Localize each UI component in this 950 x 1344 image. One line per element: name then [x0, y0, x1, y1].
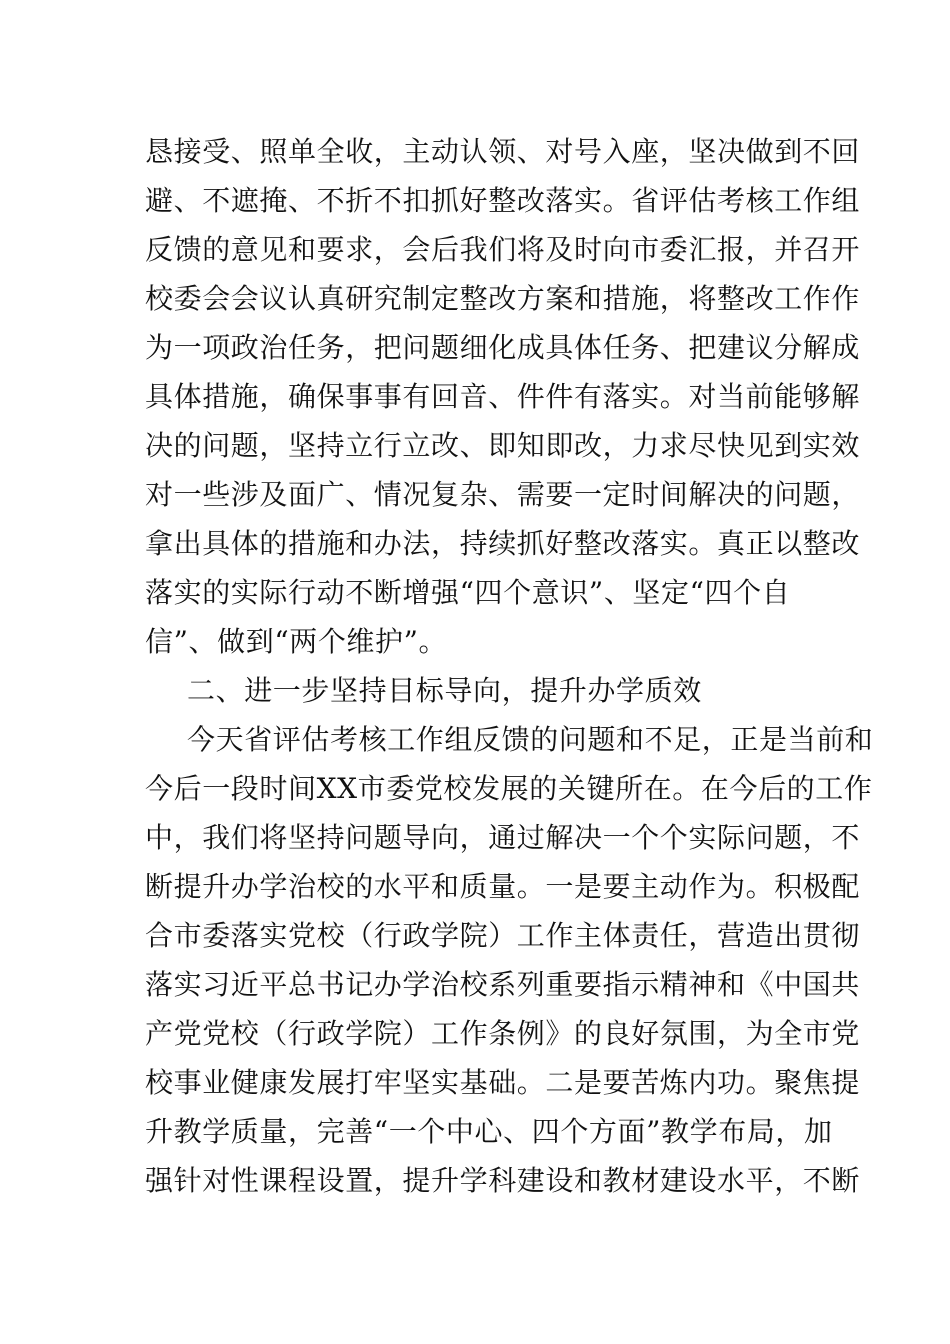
- text-line: 避、不遮掩、不折不扣抓好整改落实。省评估考核工作组: [145, 184, 861, 217]
- text-line: 校委会会议认真研究制定整改方案和措施，将整改工作作: [145, 282, 861, 315]
- text-line: 中，我们将坚持问题导向，通过解决一个个实际问题，不: [145, 821, 861, 854]
- text-line: 今后一段时间XX市委党校发展的关键所在。在今后的工作: [145, 772, 873, 805]
- text-line: 拿出具体的措施和办法，持续抓好整改落实。真正以整改: [145, 527, 861, 560]
- text-line: 升教学质量，完善“一个中心、四个方面”教学布局，加: [145, 1115, 833, 1148]
- text-line: 为一项政治任务，把问题细化成具体任务、把建议分解成: [145, 331, 861, 364]
- text-line: 反馈的意见和要求，会后我们将及时向市委汇报，并召开: [145, 233, 861, 266]
- text-line: 决的问题，坚持立行立改、即知即改，力求尽快见到实效: [145, 429, 861, 462]
- section-heading: 二、进一步坚持目标导向，提升办学质效: [187, 674, 702, 707]
- text-line: 对一些涉及面广、情况复杂、需要一定时间解决的问题，: [145, 478, 861, 511]
- text-line: 恳接受、照单全收，主动认领、对号入座，坚决做到不回: [145, 135, 861, 168]
- text-line: 具体措施，确保事事有回音、件件有落实。对当前能够解: [145, 380, 861, 413]
- text-line: 断提升办学治校的水平和质量。一是要主动作为。积极配: [145, 870, 861, 903]
- paragraph-first-line: 今天省评估考核工作组反馈的问题和不足，正是当前和: [187, 723, 874, 756]
- text-line: 落实的实际行动不断增强“四个意识”、坚定“四个自: [145, 576, 791, 609]
- text-line: 信”、做到“两个维护”。: [145, 625, 448, 658]
- text-line: 落实习近平总书记办学治校系列重要指示精神和《中国共: [145, 968, 861, 1001]
- text-line: 合市委落实党校（行政学院）工作主体责任，营造出贯彻: [145, 919, 861, 952]
- text-line: 校事业健康发展打牢坚实基础。二是要苦炼内功。聚焦提: [145, 1066, 861, 1099]
- text-line: 产党党校（行政学院）工作条例》的良好氛围，为全市党: [145, 1017, 861, 1050]
- text-line: 强针对性课程设置，提升学科建设和教材建设水平，不断: [145, 1164, 861, 1197]
